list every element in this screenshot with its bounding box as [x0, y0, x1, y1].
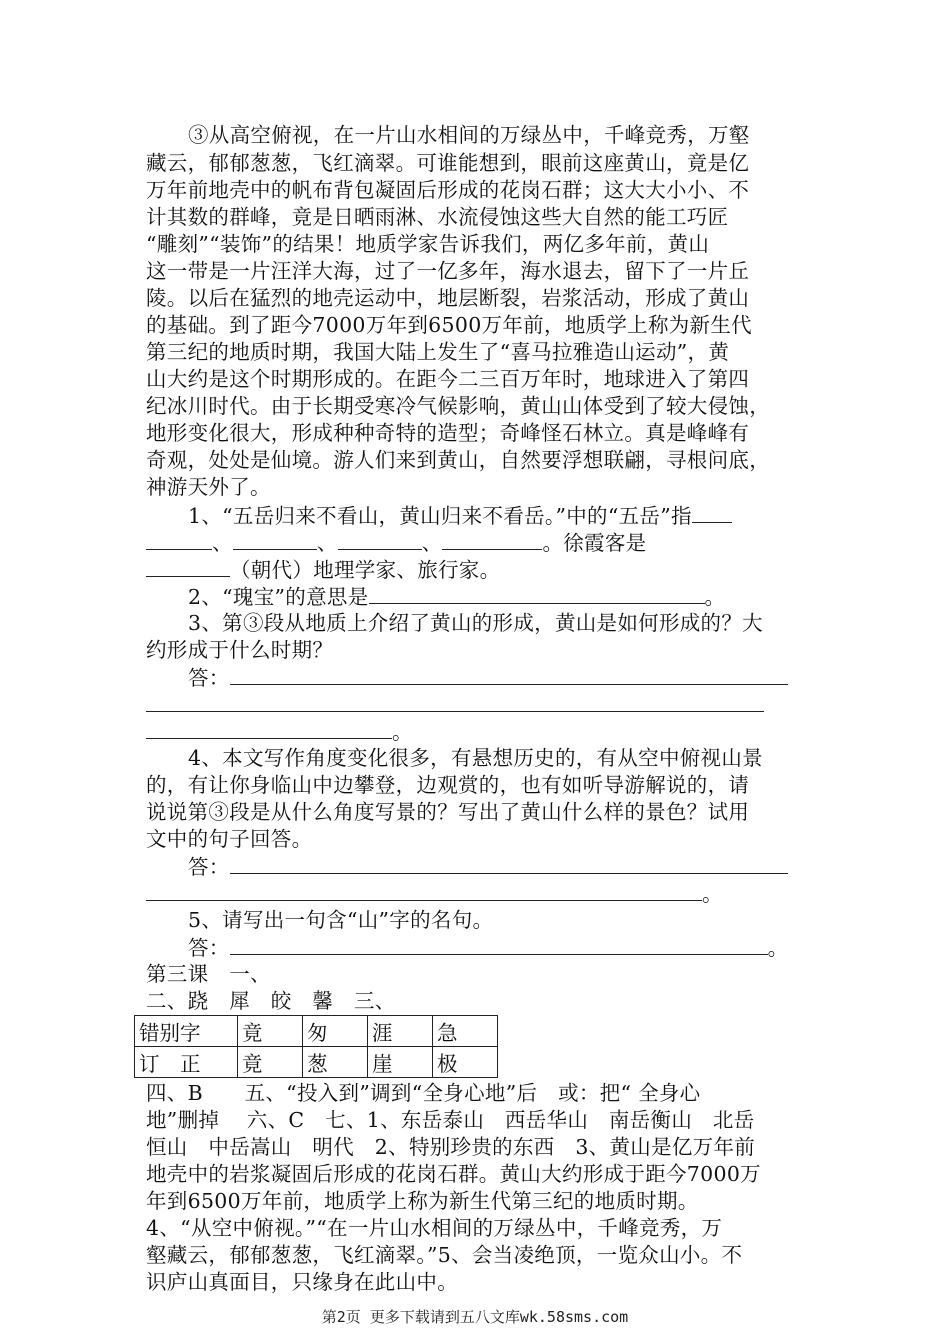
para3-line: 奇观，处处是仙境。游人们来到黄山，自然要浮想联翩，寻根问底， — [146, 448, 770, 472]
question-4: 4、本文写作角度变化很多，有悬想历史的，有从空中俯视山景 — [188, 746, 763, 770]
para3-line: “雕刻”“装饰”的结果！地质学家告诉我们，两亿多年前，黄山 — [146, 232, 710, 256]
answer-4: 答： — [188, 853, 788, 880]
lesson3-line2: 二、跷 犀 皎 馨 三、 — [146, 989, 396, 1013]
blank[interactable] — [338, 529, 422, 550]
answer-line-text: 四、B 五、“投入到”调到“全身心地”后 或：把“ 全身心 — [146, 1081, 701, 1105]
answer-3: 答： — [188, 664, 788, 691]
table-cell: 崖 — [368, 1047, 433, 1078]
table-row — [135, 1016, 498, 1047]
question-5: 5、请写出一句含“山”字的名句。 — [188, 908, 494, 932]
answer-line[interactable] — [146, 718, 392, 739]
answer-3-line — [146, 691, 764, 718]
answer-line[interactable] — [146, 691, 764, 712]
table-cell: 匆 — [303, 1016, 368, 1047]
question-3-line: 约形成于什么时期？ — [146, 638, 334, 662]
blank[interactable] — [442, 529, 542, 550]
question-1: 1、“五岳归来不看山，黄山归来不看岳。”中的“五岳”指 — [188, 502, 732, 529]
question-4-line: 说说第③段是从什么角度写景的？写出了黄山什么样的景色？试用 — [146, 800, 750, 824]
question-1-dynasty: （朝代）地理学家、旅行家。 — [146, 556, 500, 583]
answer-line-text: 地”删掉 六、C 七、1、东岳泰山 西岳华山 南岳衡山 北岳 — [146, 1108, 755, 1132]
table-cell: 涯 — [368, 1016, 433, 1047]
answer-line[interactable] — [146, 880, 702, 901]
page-footer: 第2页 更多下载请到五八文库wk.58sms.com — [321, 1308, 629, 1326]
para3-line: 纪冰川时代。由于长期受寒冷气候影响，黄山山体受到了较大侵蚀， — [146, 394, 770, 418]
answer-line[interactable] — [230, 664, 788, 685]
para3-line: 万年前地壳中的帆布背包凝固后形成的花岗石群；这大大小小、不 — [146, 178, 750, 202]
para3-line: 这一带是一片汪洋大海，过了一亿多年，海水退去，留下了一片丘 — [146, 259, 750, 283]
para3-line: 的基础。到了距今7000万年到6500万年前，地质学上称为新生代 — [146, 313, 752, 337]
table-cell: 极 — [433, 1047, 498, 1078]
para3-line: 山大约是这个时期形成的。在距今二三百万年时，地球进入了第四 — [146, 367, 750, 391]
table-cell: 竟 — [238, 1016, 303, 1047]
answer-3-line: 。 — [146, 718, 413, 745]
answer-line-text: 识庐山真面目，只缘身在此山中。 — [146, 1270, 458, 1294]
table-row — [135, 1047, 498, 1078]
question-1-blanks: 、 、 、 。徐霞客是 — [146, 529, 646, 556]
para3-line: 陵。以后在猛烈的地壳运动中，地层断裂，岩浆活动，形成了黄山 — [146, 286, 750, 310]
answer-line-text: 4、“从空中俯视。”“在一片山水相间的万绿丛中，千峰竞秀，万 — [146, 1216, 723, 1240]
para3-line: 地形变化很大，形成种种奇特的造型；奇峰怪石林立。真是峰峰有 — [146, 421, 750, 445]
blank[interactable] — [692, 502, 732, 523]
table-cell: 葱 — [303, 1047, 368, 1078]
question-2: 2、“瑰宝”的意思是 。 — [188, 585, 726, 609]
table-cell: 错别字 — [135, 1016, 238, 1047]
para3-line: 第三纪的地质时期，我国大陆上发生了“喜马拉雅造山运动”，黄 — [146, 340, 730, 364]
answer-line-text: 恒山 中岳嵩山 明代 2、特别珍贵的东西 3、黄山是亿万年前 — [146, 1135, 756, 1159]
blank[interactable] — [146, 529, 212, 550]
answer-line-text: 年到6500万年前，地质学上称为新生代第三纪的地质时期。 — [146, 1189, 699, 1213]
answer-line[interactable] — [230, 853, 788, 874]
table-cell: 订 正 — [135, 1047, 238, 1078]
answer-line[interactable] — [230, 934, 768, 955]
question-3: 3、第③段从地质上介绍了黄山的形成，黄山是如何形成的？大 — [188, 611, 763, 635]
answer-5: 答： 。 — [188, 936, 789, 960]
correction-table — [134, 1015, 498, 1078]
question-4-line: 的，有让你身临山中边攀登，边观赏的，也有如听导游解说的，请 — [146, 773, 750, 797]
blank[interactable] — [233, 529, 317, 550]
table-cell: 急 — [433, 1016, 498, 1047]
para3-line: 计其数的群峰，竟是日晒雨淋、水流侵蚀这些大自然的能工巧匠 — [146, 205, 729, 229]
table-cell: 竟 — [238, 1047, 303, 1078]
answer-4-line: 。 — [146, 880, 723, 907]
question-4-line: 文中的句子回答。 — [146, 827, 313, 851]
para3-line: ③从高空俯视，在一片山水相间的万绿丛中，千峰竞秀，万壑 — [188, 123, 750, 147]
blank[interactable] — [146, 556, 230, 577]
lesson3-heading: 第三课 一、 — [146, 962, 271, 986]
para3-line: 神游天外了。 — [146, 475, 271, 499]
answer-line-text: 壑藏云，郁郁葱葱，飞红滴翠。”5、会当凌绝顶，一览众山小。不 — [146, 1243, 743, 1267]
blank[interactable] — [369, 583, 705, 604]
para3-line: 藏云，郁郁葱葱，飞红滴翠。可谁能想到，眼前这座黄山，竟是亿 — [146, 151, 750, 175]
answer-line-text: 地壳中的岩浆凝固后形成的花岗石群。黄山大约形成于距今7000万 — [146, 1162, 761, 1186]
